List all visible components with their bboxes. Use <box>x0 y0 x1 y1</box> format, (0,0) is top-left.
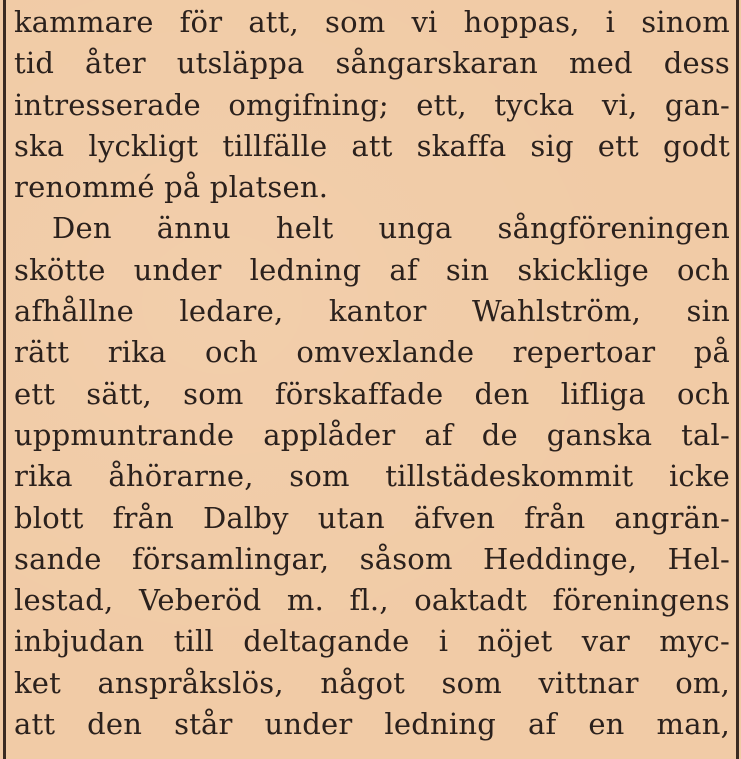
column-rule-left <box>3 0 6 759</box>
text-line: lestad, Veberöd m. fl., oaktadt föreningens <box>14 583 730 618</box>
paragraph-2 <box>14 208 730 745</box>
text-line: Den ännu helt unga sångföreningen <box>52 211 730 246</box>
text-line: renommé på platsen. <box>14 170 329 205</box>
text-line: skötte under ledning af sin skicklige och <box>14 252 730 287</box>
article-column <box>14 2 730 745</box>
text-line: att den står under ledning af en man, <box>14 707 730 742</box>
text-line: afhållne ledare, kantor Wahlström, sin <box>14 294 730 329</box>
paragraph-1 <box>14 2 730 208</box>
text-line: ett sätt, som förskaffade den lifliga och <box>14 376 730 411</box>
text-line: ket anspråkslös, något som vittnar om, <box>14 665 730 700</box>
text-line: intresserade omgifning; ett, tycka vi, gan- <box>14 87 730 122</box>
text-line: rika åhörarne, som tillstädeskommit icke <box>14 459 730 494</box>
text-line: rätt rika och omvexlande repertoar på <box>14 335 730 370</box>
text-line: inbjudan till deltagande i nöjet var myc- <box>14 624 730 659</box>
text-line: ska lyckligt tillfälle att skaffa sig ett godt <box>14 128 730 163</box>
text-line: blott från Dalby utan äfven från angrän- <box>14 500 730 535</box>
column-rule-right <box>736 0 739 759</box>
text-line: uppmuntrande applåder af de ganska tal- <box>14 417 730 452</box>
text-line: sande församlingar, såsom Heddinge, Hel- <box>14 541 730 576</box>
text-line: tid åter utsläppa sångarskaran med dess <box>14 46 730 81</box>
text-line: kammare för att, som vi hoppas, i sinom <box>14 5 730 39</box>
